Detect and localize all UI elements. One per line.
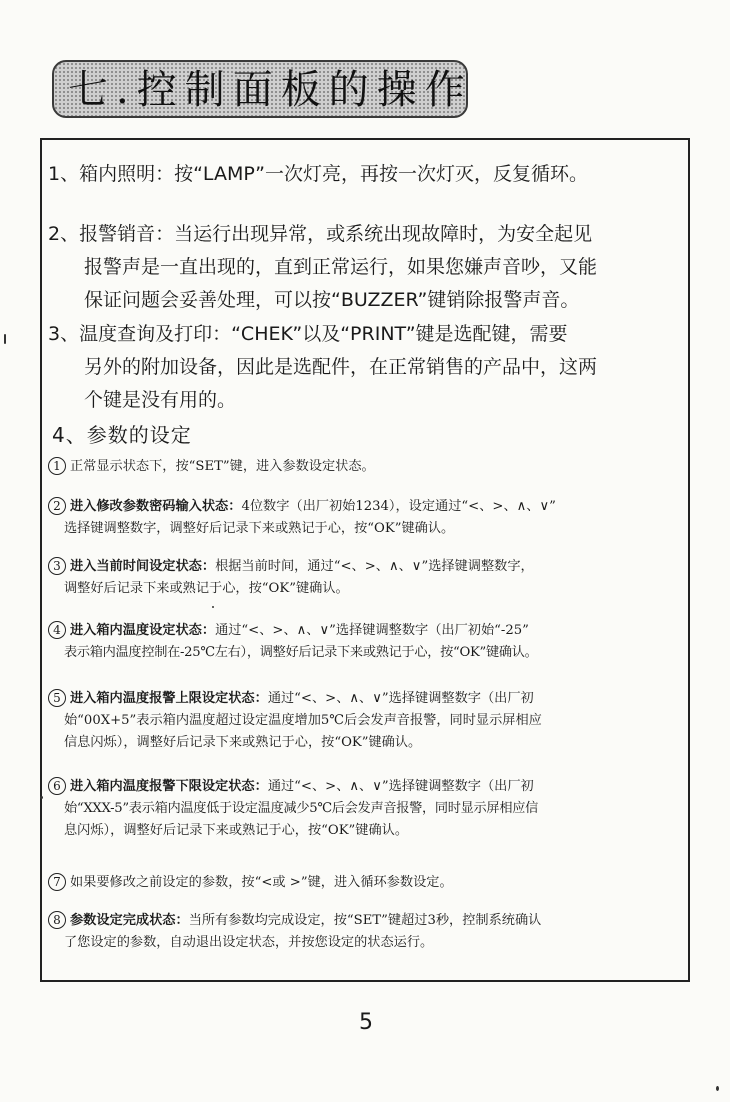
circled-number: 7	[48, 873, 66, 891]
item-buzzer	[48, 218, 682, 317]
circled-number: 1	[48, 457, 66, 475]
item-line: 保证问题会妥善处理，可以按“BUZZER”键销除报警声音。	[84, 289, 580, 311]
section-title: 七.控制面板的操作	[68, 67, 473, 113]
subitem-text: 通过“<、>、∧、∨”选择键调整数字（出厂初始“-25”	[215, 623, 529, 638]
item-line: 1、箱内照明：按“LAMP”一次灯亮，再按一次灯灭，反复循环。	[48, 163, 588, 185]
subitem-text: 信息闪烁），调整好后记录下来或熟记于心，按“OK”键确认。	[64, 735, 422, 750]
item-line: 3、温度查询及打印：“CHEK”以及“PRINT”键是选配键，需要	[48, 323, 568, 345]
subitem-text: 4位数字（出厂初始1234），设定通过“<、>、∧、∨”	[241, 499, 556, 514]
scan-speck	[40, 796, 43, 799]
instructions-panel	[40, 138, 690, 982]
subitem-label: 参数设定完成状态：	[70, 913, 189, 928]
section-title-banner	[52, 60, 473, 118]
subitem-label: 进入当前时间设定状态：	[70, 559, 216, 574]
subitem-6	[48, 776, 684, 842]
item-line: 报警声是一直出现的，直到正常运行，如果您嫌声音吵，又能	[84, 256, 598, 278]
subitem-4	[48, 620, 684, 664]
subitem-2	[48, 496, 684, 540]
circled-number: 3	[48, 557, 66, 575]
item-line: 另外的附加设备，因此是选配件，在正常销售的产品中，这两	[84, 356, 598, 378]
subitem-text: 通过“<、>、∧、∨”选择键调整数字（出厂初	[267, 691, 534, 706]
item-print	[48, 318, 682, 417]
subitem-label: 进入箱内温度报警上限设定状态：	[70, 691, 268, 706]
subitem-text: 始“XXX-5”表示箱内温度低于设定温度减少5℃后会发声音报警，同时显示屏相应信	[64, 801, 538, 816]
circled-number: 8	[48, 911, 66, 929]
circled-number: 6	[48, 777, 66, 795]
subitem-text: 选择键调整数字，调整好后记录下来或熟记于心，按“OK”键确认。	[64, 521, 455, 536]
subitem-text: 息闪烁），调整好后记录下来或熟记于心，按“OK”键确认。	[64, 823, 409, 838]
subitem-5	[48, 688, 684, 754]
scan-speck	[212, 606, 214, 608]
subitem-label: 进入箱内温度报警下限设定状态：	[70, 779, 268, 794]
page-number: 5	[359, 1010, 373, 1035]
subitem-text: 正常显示状态下，按“SET”键，进入参数设定状态。	[70, 459, 375, 474]
subitem-text: 始“00X+5”表示箱内温度超过设定温度增加5℃后会发声音报警，同时显示屏相应	[64, 713, 542, 728]
circled-number: 4	[48, 621, 66, 639]
subitem-text: 通过“<、>、∧、∨”选择键调整数字（出厂初	[267, 779, 534, 794]
subitem-text: 当所有参数均完成设定，按“SET”键超过3秒，控制系统确认	[188, 913, 542, 928]
subitem-label: 进入修改参数密码输入状态：	[70, 499, 242, 514]
subitem-label: 进入箱内温度设定状态：	[70, 623, 216, 638]
item-lamp	[48, 158, 682, 191]
subitem-text: 调整好后记录下来或熟记于心，按“OK”键确认。	[64, 581, 349, 596]
subitem-text: 表示箱内温度控制在-25℃左右），调整好后记录下来或熟记于心，按“OK”键确认。	[64, 645, 538, 660]
scan-speck	[716, 1086, 719, 1091]
subitem-3	[48, 556, 684, 600]
subitem-1	[48, 456, 684, 478]
scan-speck	[4, 334, 6, 344]
item-line: 个键是没有用的。	[84, 389, 237, 411]
subitem-text: 如果要修改之前设定的参数，按“<或 >”键，进入循环参数设定。	[70, 875, 453, 890]
subitem-7	[48, 872, 684, 894]
circled-number: 2	[48, 497, 66, 515]
subitem-text: 根据当前时间，通过“<、>、∧、∨”选择键调整数字，	[215, 559, 534, 574]
subitem-text: 了您设定的参数，自动退出设定状态，并按您设定的状态运行。	[64, 935, 434, 950]
subitem-8	[48, 910, 684, 954]
section-4-heading: 4、参数的设定	[52, 423, 192, 447]
circled-number: 5	[48, 689, 66, 707]
item-line: 2、报警销音：当运行出现异常，或系统出现故障时，为安全起见	[48, 223, 593, 245]
